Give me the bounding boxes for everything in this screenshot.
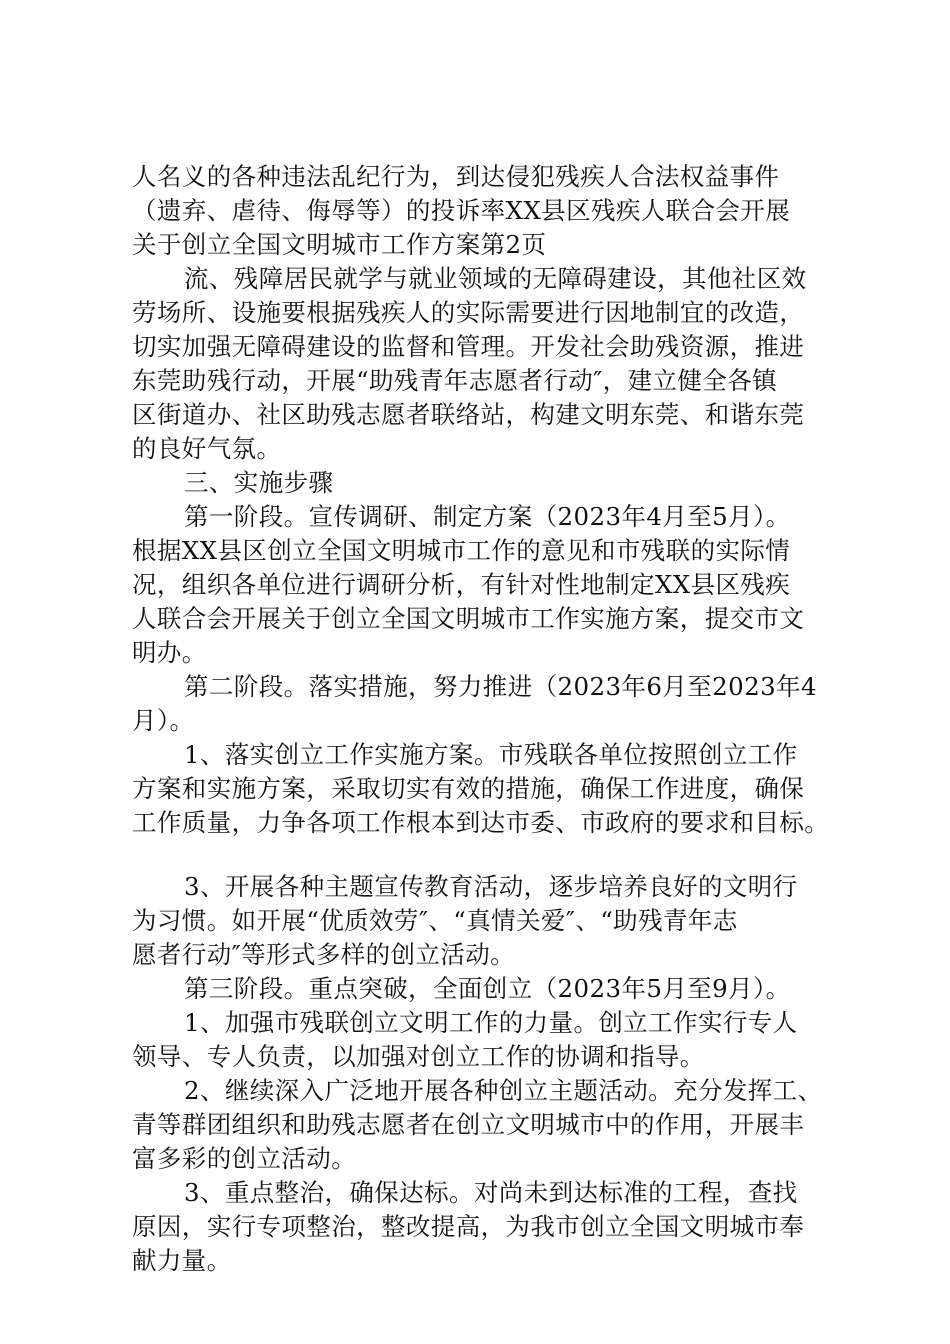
text-line: 富多彩的创立活动。 — [132, 1144, 357, 1173]
text-line: 人名义的各种违法乱纪行为，到达侵犯残疾人合法权益事件 — [132, 162, 780, 191]
text-line: 劳场所、设施要根据残疾人的实际需要进行因地制宜的改造， — [132, 298, 805, 327]
text-line: 根据XX县区创立全国文明城市工作的意见和市残联的实际情 — [132, 536, 791, 565]
stage-one-heading: 第一阶段。宣传调研、制定方案（2023年4月至5月）。 — [184, 502, 791, 531]
text-line: 月）。 — [132, 706, 195, 735]
text-line: 献力量。 — [132, 1246, 232, 1275]
text-line: 愿者行动″等形式多样的创立活动。 — [132, 940, 516, 969]
text-line: 方案和实施方案，采取切实有效的措施，确保工作进度，确保 — [132, 774, 805, 803]
text-line: 人联合会开展关于创立全国文明城市工作实施方案，提交市文 — [132, 604, 805, 633]
paragraph-start-line: 3、重点整治，确保达标。对尚未到达标准的工程，查找 — [184, 1178, 798, 1207]
text-line: 区街道办、社区助残志愿者联络站，构建文明东莞、和谐东莞 — [132, 400, 805, 429]
text-line: 关于创立全国文明城市工作方案第2页 — [132, 230, 547, 259]
section-heading: 三、实施步骤 — [184, 468, 334, 497]
text-line: 切实加强无障碍建设的监督和管理。开发社会助残资源，推进 — [132, 332, 805, 361]
text-line: 工作质量，力争各项工作根本到达市委、市政府的要求和目标。 — [132, 808, 830, 837]
paragraph-start-line: 2、继续深入广泛地开展各种创立主题活动。充分发挥工、 — [184, 1076, 823, 1105]
text-line: 原因，实行专项整治，整改提高，为我市创立全国文明城市奉 — [132, 1212, 805, 1241]
paragraph-start-line: 1、加强市残联创立文明工作的力量。创立工作实行专人 — [184, 1008, 798, 1037]
text-line: （遗弃、虐待、侮辱等）的投诉率XX县区残疾人联合会开展 — [132, 196, 791, 225]
text-line: 东莞助残行动，开展“助残青年志愿者行动″，建立健全各镇 — [132, 366, 777, 395]
paragraph-start-line: 1、落实创立工作实施方案。市残联各单位按照创立工作 — [184, 740, 798, 769]
text-line: 的良好气氛。 — [132, 434, 282, 463]
stage-three-heading: 第三阶段。重点突破，全面创立（2023年5月至9月）。 — [184, 974, 791, 1003]
text-line: 为习惯。如开展“优质效劳″、“真情关爱″、“助残青年志 — [132, 906, 738, 935]
text-line: 领导、专人负责，以加强对创立工作的协调和指导。 — [132, 1042, 705, 1071]
paragraph-start-line: 3、开展各种主题宣传教育活动，逐步培养良好的文明行 — [184, 872, 798, 901]
blank-gap — [132, 840, 832, 870]
text-line: 况，组织各单位进行调研分析，有针对性地制定XX县区残疾 — [132, 570, 791, 599]
stage-two-heading: 第二阶段。落实措施，努力推进（2023年6月至2023年4 — [184, 672, 817, 701]
text-line: 青等群团组织和助残志愿者在创立文明城市中的作用，开展丰 — [132, 1110, 805, 1139]
paragraph-start-line: 流、残障居民就学与就业领域的无障碍建设，其他社区效 — [184, 264, 807, 293]
document-body — [132, 160, 832, 1278]
text-line: 明办。 — [132, 638, 207, 667]
